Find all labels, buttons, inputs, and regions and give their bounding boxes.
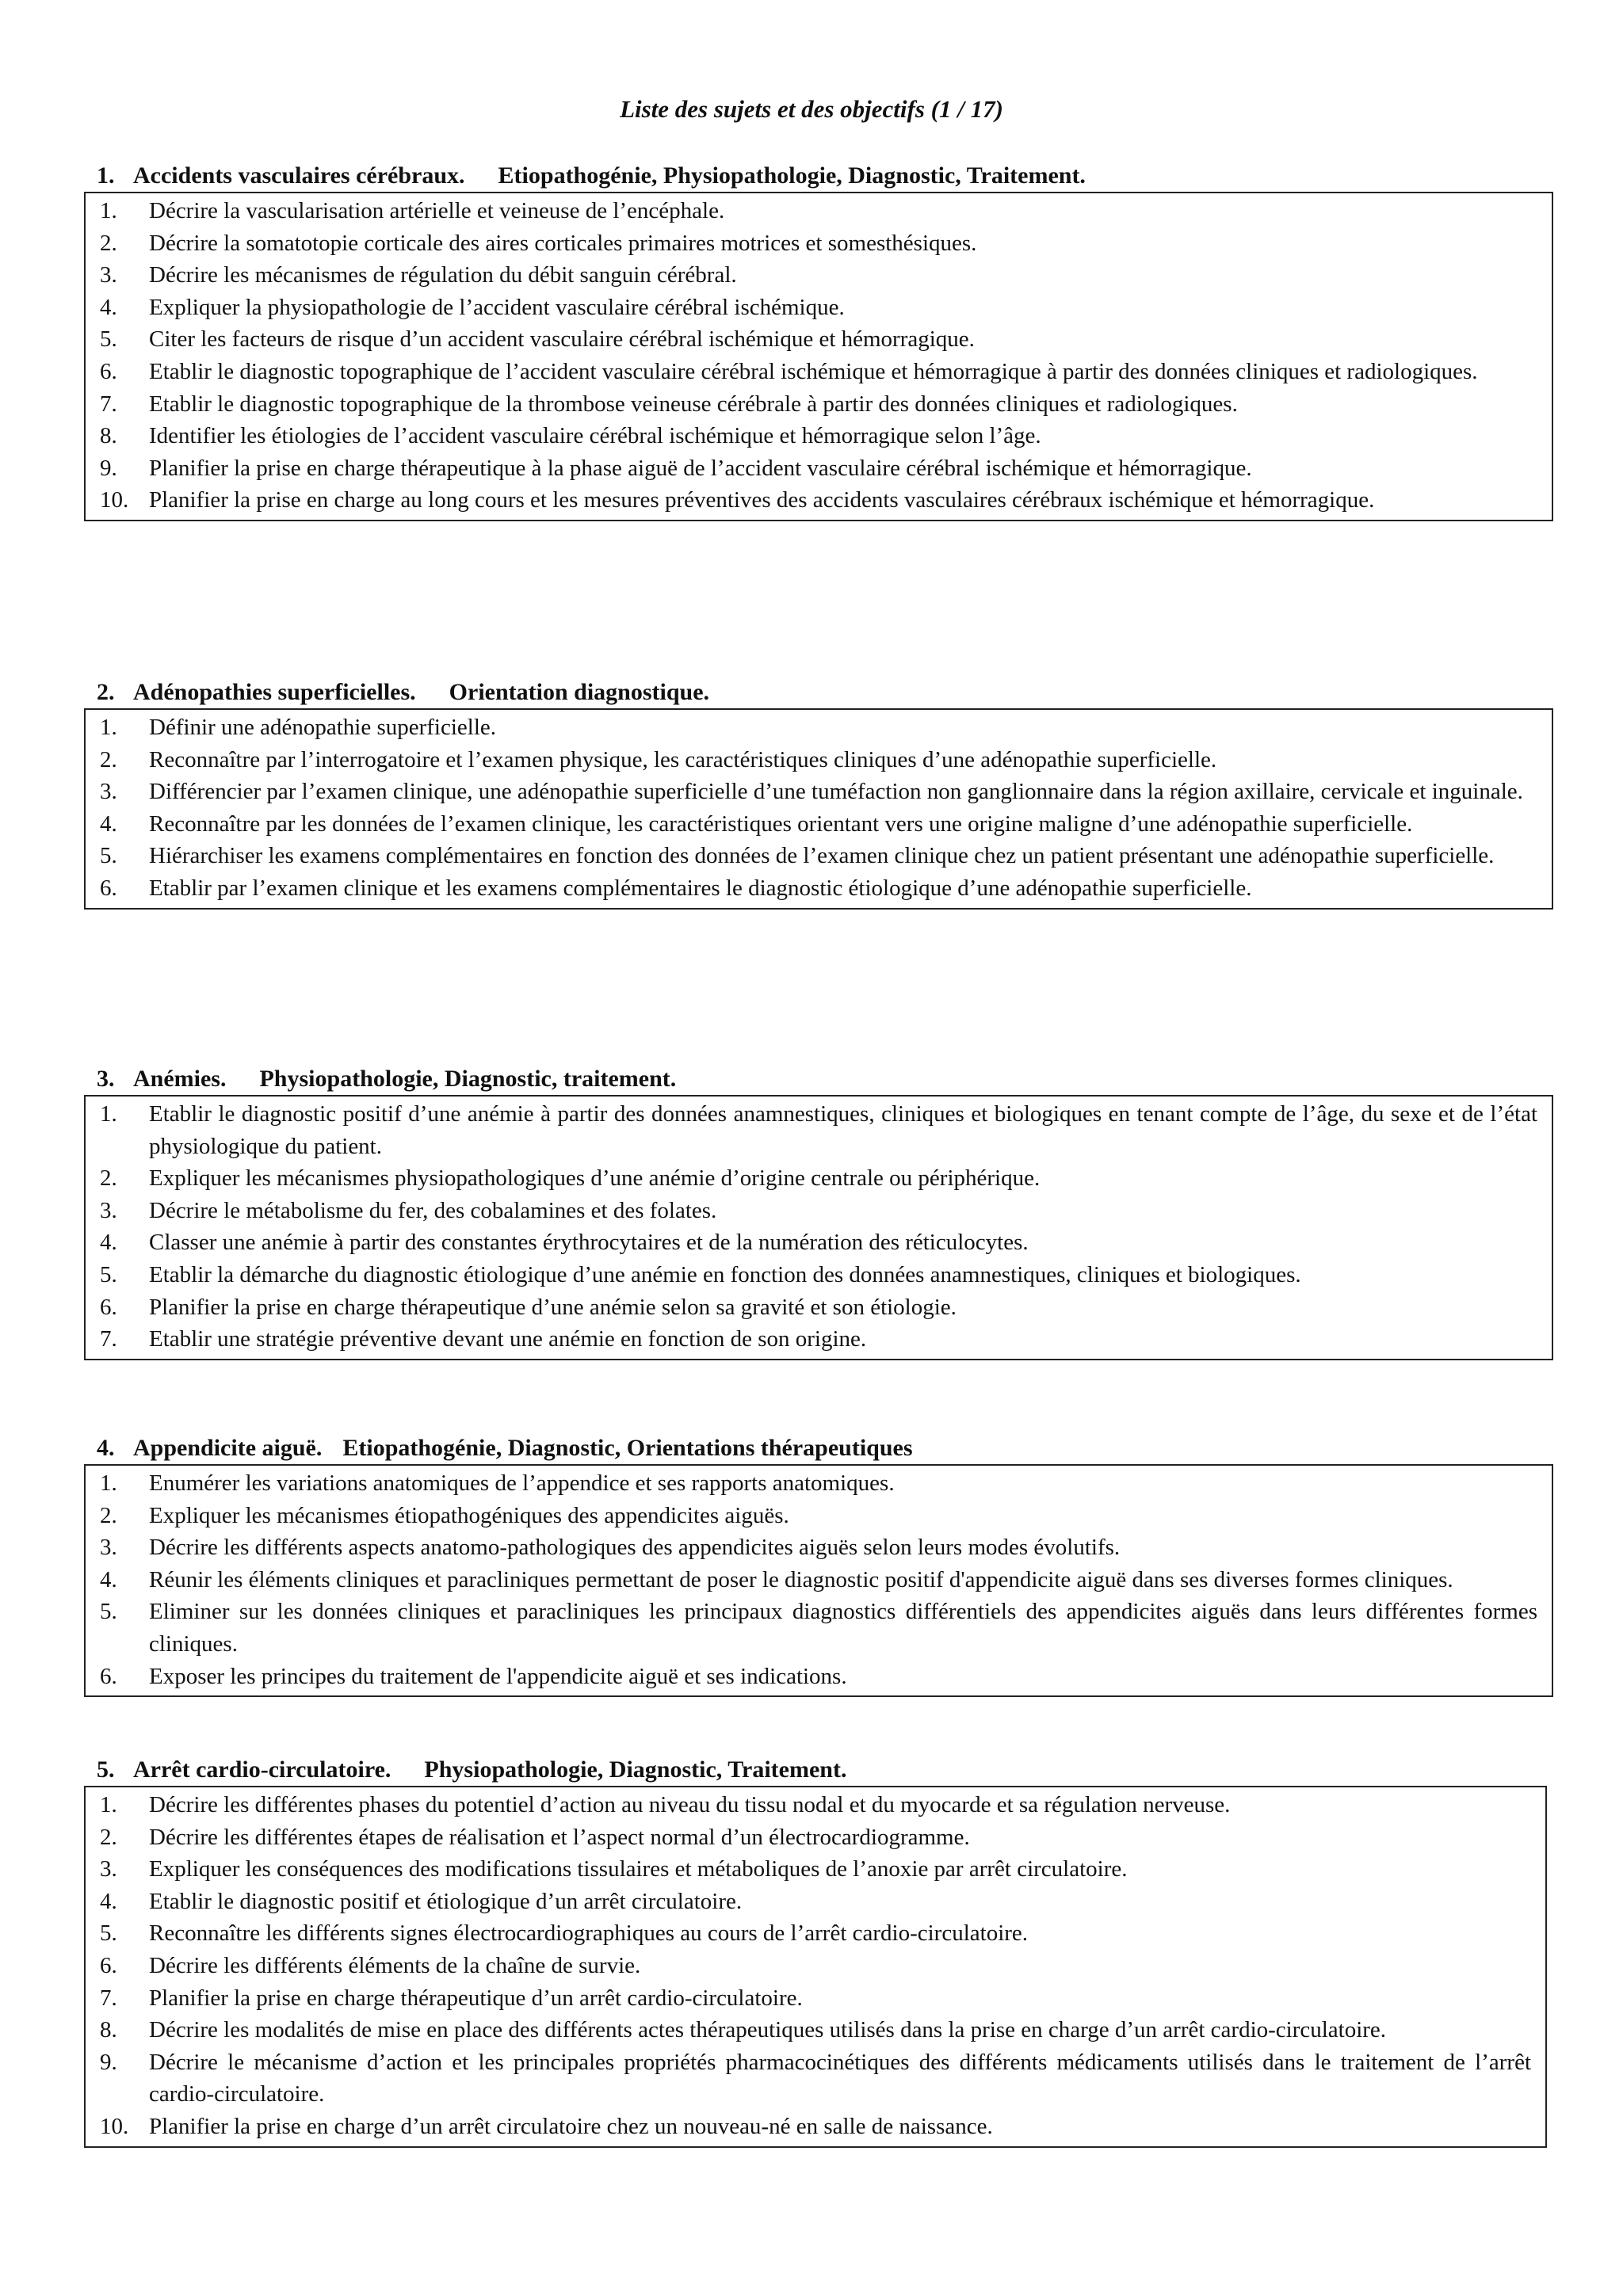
objective-item [100, 872, 1537, 905]
objectives-box [84, 1464, 1553, 1697]
section-number: 1. [97, 162, 115, 189]
objective-number: 10. [100, 2113, 129, 2139]
section-heading [84, 1063, 1553, 1095]
objective-text: Etablir le diagnostic topographique de l’accident vasculaire cérébral ischémique et hémorragique à partir des données cliniques et radiologiques. [149, 358, 1478, 384]
objective-text: Décrire le mécanisme d’action et les principales propriétés pharmacocinétiques des différents médicaments utilisés dans le traitement de l’arrêt cardio-circulatoire. [149, 2049, 1531, 2107]
section-subject: Accidents vasculaires cérébraux. [133, 162, 465, 189]
objective-number: 2. [100, 1502, 117, 1528]
objective-text: Etablir le diagnostic topographique de la thrombose veineuse cérébrale à partir des données cliniques et radiologiques. [149, 391, 1238, 417]
objective-text: Etablir la démarche du diagnostic étiologique d’une anémie en fonction des données anamnestiques, cliniques et biologiques. [149, 1261, 1301, 1287]
objective-item [100, 259, 1537, 292]
objective-text: Différencier par l’examen clinique, une adénopathie superficielle d’une tuméfaction non ganglionnaire dans la région axillaire, cervicale et inguinale. [149, 779, 1523, 805]
objective-item [100, 484, 1537, 517]
section-heading [84, 1432, 1553, 1464]
objective-number: 4. [100, 294, 117, 320]
objective-item [100, 1596, 1537, 1660]
objective-item [100, 1098, 1537, 1162]
objective-number: 7. [100, 391, 117, 417]
objective-item [100, 1917, 1531, 1950]
section-focus: Etiopathogénie, Diagnostic, Orientations thérapeutiques [342, 1435, 913, 1461]
objective-text: Définir une adénopathie superficielle. [149, 715, 497, 740]
objective-item [100, 2111, 1531, 2143]
objective-text: Citer les facteurs de risque d’un accident vasculaire cérébral ischémique et hémorragique. [149, 326, 975, 353]
objective-number: 5. [100, 1599, 117, 1625]
objective-item [100, 452, 1537, 485]
objective-text: Identifier les étiologies de l’accident vasculaire cérébral ischémique et hémorragique selon l’âge. [149, 423, 1041, 449]
objective-text: Décrire les différents éléments de la chaîne de survie. [149, 1952, 641, 1978]
objective-number: 6. [100, 358, 117, 384]
objective-text: Reconnaître par l’interrogatoire et l’examen physique, les caractéristiques cliniques d’une adénopathie superficielle. [149, 746, 1217, 772]
objective-text: Reconnaître les différents signes électrocardiographiques au cours de l’arrêt cardio-circulatoire. [149, 1920, 1029, 1947]
objective-number: 2. [100, 230, 117, 256]
objective-item [100, 1226, 1537, 1259]
objective-item [100, 1886, 1531, 1918]
section-focus: Orientation diagnostique. [449, 679, 710, 705]
objective-number: 3. [100, 1856, 117, 1882]
objective-text: Décrire les différentes phases du potentiel d’action au niveau du tissu nodal et du myocarde et sa régulation nerveuse. [149, 1792, 1231, 1817]
objective-item [100, 744, 1537, 776]
objectives-box [84, 192, 1553, 521]
objective-item [100, 356, 1537, 388]
objective-text: Expliquer la physiopathologie de l’accident vasculaire cérébral ischémique. [149, 294, 845, 320]
objective-text: Décrire les différentes étapes de réalisation et l’aspect normal d’un électrocardiogramme. [149, 1824, 970, 1850]
objective-number: 4. [100, 1230, 117, 1256]
objective-number: 7. [100, 1326, 117, 1352]
objective-item [100, 420, 1537, 452]
objective-number: 2. [100, 1165, 117, 1192]
objective-number: 3. [100, 1535, 117, 1561]
objective-text: Eliminer sur les données cliniques et paracliniques les principaux diagnostics différentiels des appendicites aiguës dans leurs différentes formes cliniques. [149, 1599, 1537, 1657]
objective-item [100, 1259, 1537, 1291]
objective-number: 3. [100, 779, 117, 805]
objective-item [100, 711, 1537, 744]
objective-text: Planifier la prise en charge au long cours et les mesures préventives des accidents vasculaires cérébraux ischémique et hémorragique. [149, 487, 1375, 513]
section-number: 3. [97, 1066, 115, 1092]
objective-number: 9. [100, 2049, 117, 2075]
objective-text: Expliquer les mécanismes physiopathologiques d’une anémie d’origine centrale ou périphérique. [149, 1165, 1041, 1192]
objective-text: Classer une anémie à partir des constantes érythrocytaires et de la numération des réticulocytes. [149, 1230, 1029, 1256]
objective-text: Planifier la prise en charge thérapeutique d’un arrêt cardio-circulatoire. [149, 1985, 803, 2011]
section-5 [84, 1754, 1547, 2148]
section-2 [84, 677, 1553, 910]
objective-item [100, 388, 1537, 421]
section-number: 5. [97, 1756, 115, 1783]
objective-text: Planifier la prise en charge d’un arrêt circulatoire chez un nouveau-né en salle de naissance. [149, 2113, 993, 2139]
section-1 [84, 160, 1553, 521]
objective-number: 9. [100, 455, 117, 481]
objective-item [100, 1531, 1537, 1564]
objective-number: 1. [100, 198, 117, 223]
objective-item [100, 1467, 1537, 1500]
section-number: 4. [97, 1435, 115, 1461]
objective-item [100, 1982, 1531, 2015]
section-subject: Adénopathies superficielles. [133, 679, 416, 705]
objective-text: Etablir le diagnostic positif et étiologique d’un arrêt circulatoire. [149, 1888, 743, 1914]
objective-number: 10. [100, 487, 129, 513]
objective-item [100, 195, 1537, 227]
objective-text: Décrire les différents aspects anatomo-pathologiques des appendicites aiguës selon leurs modes évolutifs. [149, 1535, 1121, 1561]
section-heading [84, 1754, 1547, 1786]
objective-number: 5. [100, 1920, 117, 1947]
objective-item [100, 2014, 1531, 2046]
objective-number: 1. [100, 1792, 117, 1817]
objectives-box [84, 708, 1553, 910]
objective-text: Expliquer les conséquences des modifications tissulaires et métaboliques de l’anoxie par arrêt circulatoire. [149, 1856, 1128, 1882]
objective-item [100, 808, 1537, 841]
objective-item [100, 1564, 1537, 1596]
objective-item [100, 1950, 1531, 1982]
objective-item [100, 1195, 1537, 1227]
objective-item [100, 1821, 1531, 1854]
objective-number: 4. [100, 810, 117, 837]
objective-number: 5. [100, 843, 117, 869]
objective-text: Décrire la vascularisation artérielle et veineuse de l’encéphale. [149, 198, 725, 223]
section-focus: Etiopathogénie, Physiopathologie, Diagnostic, Traitement. [498, 162, 1086, 189]
objective-text: Expliquer les mécanismes étiopathogéniques des appendicites aiguës. [149, 1502, 789, 1528]
section-focus: Physiopathologie, Diagnostic, Traitement. [424, 1756, 847, 1783]
section-subject: Anémies. [133, 1066, 227, 1092]
objective-number: 6. [100, 1294, 117, 1320]
section-number: 2. [97, 679, 115, 705]
objective-text: Décrire le métabolisme du fer, des cobalamines et des folates. [149, 1197, 717, 1223]
objective-number: 1. [100, 1470, 117, 1496]
section-3 [84, 1063, 1553, 1360]
objective-number: 7. [100, 1985, 117, 2011]
objective-text: Exposer les principes du traitement de l'appendicite aiguë et ses indications. [149, 1663, 847, 1689]
objectives-box [84, 1786, 1547, 2148]
objective-number: 5. [100, 326, 117, 353]
section-subject: Appendicite aiguë. [133, 1435, 323, 1461]
section-4 [84, 1432, 1553, 1697]
objective-number: 6. [100, 1663, 117, 1689]
section-subject: Arrêt cardio-circulatoire. [133, 1756, 391, 1783]
objective-item [100, 1162, 1537, 1195]
objective-item [100, 292, 1537, 324]
objective-text: Reconnaître par les données de l’examen clinique, les caractéristiques orientant vers une origine maligne d’une adénopathie superficielle. [149, 810, 1413, 837]
objective-text: Décrire la somatotopie corticale des aires corticales primaires motrices et somesthésiques. [149, 230, 977, 256]
objective-text: Planifier la prise en charge thérapeutique à la phase aiguë de l’accident vasculaire cérébral ischémique et hémorragique. [149, 455, 1252, 481]
objective-number: 2. [100, 746, 117, 772]
objective-text: Hiérarchiser les examens complémentaires en fonction des données de l’examen clinique chez un patient présentant une adénopathie superficielle. [149, 843, 1495, 869]
objective-item [100, 840, 1537, 872]
objective-item [100, 776, 1537, 808]
objective-item [100, 1323, 1537, 1356]
objective-number: 1. [100, 715, 117, 740]
objective-item [100, 227, 1537, 260]
page-title: Liste des sujets et des objectifs (1 / 17) [620, 95, 1003, 123]
objective-number: 2. [100, 1824, 117, 1850]
section-heading [84, 160, 1553, 192]
objective-text: Etablir le diagnostic positif d’une anémie à partir des données anamnestiques, cliniques et biologiques en tenant compte de l’âge, du sexe et de l’état physiologique du patient. [149, 1101, 1537, 1159]
objectives-box [84, 1095, 1553, 1360]
objective-item [100, 1500, 1537, 1532]
objective-text: Etablir une stratégie préventive devant une anémie en fonction de son origine. [149, 1326, 867, 1352]
objective-text: Enumérer les variations anatomiques de l’appendice et ses rapports anatomiques. [149, 1470, 895, 1496]
objective-text: Décrire les modalités de mise en place des différents actes thérapeutiques utilisés dans la prise en charge d’un arrêt cardio-circulatoire. [149, 2017, 1387, 2043]
objective-item [100, 1789, 1531, 1821]
objective-number: 4. [100, 1888, 117, 1914]
objective-number: 6. [100, 1952, 117, 1978]
objective-item [100, 1661, 1537, 1693]
objective-item [100, 323, 1537, 356]
objective-text: Décrire les mécanismes de régulation du débit sanguin cérébral. [149, 262, 737, 288]
objective-item [100, 1291, 1537, 1324]
objective-number: 4. [100, 1566, 117, 1592]
objective-number: 8. [100, 423, 117, 449]
objective-text: Etablir par l’examen clinique et les examens complémentaires le diagnostic étiologique d’une adénopathie superficielle. [149, 875, 1252, 901]
section-heading [84, 677, 1553, 708]
objective-text: Planifier la prise en charge thérapeutique d’une anémie selon sa gravité et son étiologie. [149, 1294, 957, 1320]
section-focus: Physiopathologie, Diagnostic, traitement. [259, 1066, 677, 1092]
objective-number: 3. [100, 262, 117, 288]
objective-number: 6. [100, 875, 117, 901]
objective-text: Réunir les éléments cliniques et paracliniques permettant de poser le diagnostic positif d'appendicite aiguë dans ses diverses formes cliniques. [149, 1566, 1453, 1592]
objective-number: 1. [100, 1101, 117, 1127]
objective-number: 3. [100, 1197, 117, 1223]
objective-item [100, 1853, 1531, 1886]
objective-number: 5. [100, 1261, 117, 1287]
objective-item [100, 2046, 1531, 2111]
objective-number: 8. [100, 2017, 117, 2043]
